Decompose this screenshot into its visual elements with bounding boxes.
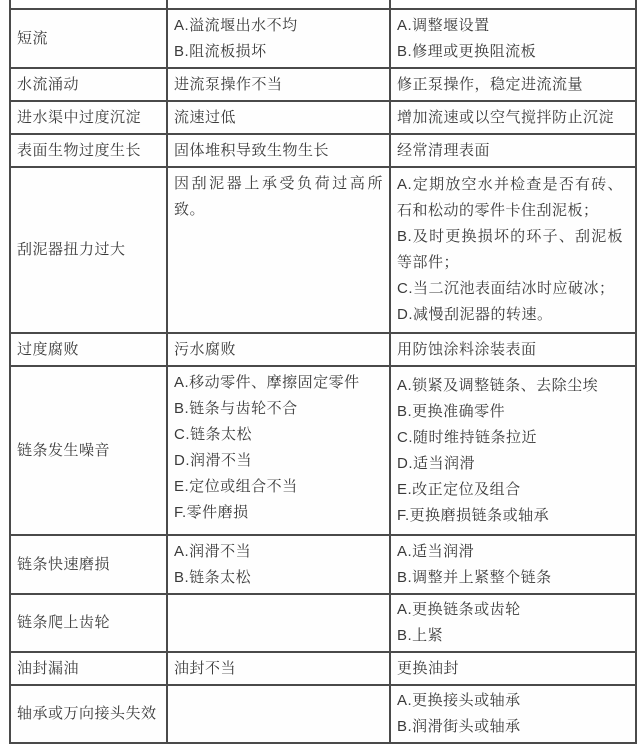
cell-line: B.阻流板损坏 (174, 43, 267, 60)
cell-solution (390, 685, 636, 743)
cell-line: 短流 (17, 29, 49, 47)
cell-line: D.适当润滑 (397, 454, 476, 472)
cell-solution (390, 134, 636, 167)
cell-line: B.更换准确零件 (397, 402, 506, 420)
cell-solution (390, 333, 636, 366)
table-row (10, 535, 636, 594)
cell-line: 固体堆积导致生物生长 (174, 142, 330, 159)
cell-line: B.修理或更换阻流板 (397, 42, 537, 60)
cell-line: 污水腐败 (174, 341, 237, 358)
cell-line: 经常清理表面 (397, 141, 491, 159)
cell-cause (167, 594, 390, 652)
cell-line: A.适当润滑 (397, 542, 475, 560)
cell-line: A.润滑不当 (174, 543, 252, 560)
cell-cause (167, 366, 390, 535)
table-row (10, 333, 636, 366)
cell-line: B.链条太松 (174, 569, 252, 586)
cell-cause (167, 535, 390, 594)
cell-line: 因刮泥器上承受负荷过高所致。 (174, 175, 383, 218)
cell-line: B.上紧 (397, 627, 444, 644)
cell-problem (10, 535, 167, 594)
cell-cause (167, 652, 390, 685)
cell-line: 进水渠中过度沉淀 (17, 108, 142, 126)
cell-line: B.链条与齿轮不合 (174, 400, 298, 417)
cell-line: B.润滑街头或轴承 (397, 718, 521, 735)
cell-problem (10, 594, 167, 652)
cell-line: 油封漏油 (17, 659, 80, 677)
cell-line: A.溢流堰出水不均 (174, 17, 298, 34)
cell-solution (390, 9, 636, 68)
cell-solution (390, 594, 636, 652)
cell-solution (390, 366, 636, 535)
cell-line: A.移动零件、摩擦固定零件 (174, 374, 360, 391)
table-row (10, 101, 636, 134)
cell-problem (10, 685, 167, 743)
cell-line: A.更换链条或齿轮 (397, 601, 521, 618)
cell-line: 水流涌动 (17, 75, 80, 93)
cell-cause (167, 685, 390, 743)
cell-line: C.随时维持链条拉近 (397, 428, 538, 446)
cell-line: F.零件磨损 (174, 504, 249, 521)
cell-problem (10, 652, 167, 685)
cell-cause (167, 333, 390, 366)
cell-solution (390, 0, 636, 9)
cell-line: D.减慢刮泥器的转速。 (397, 306, 553, 323)
cell-line: E.定位或组合不当 (174, 478, 298, 495)
cell-line: 轴承或万向接头失效 (17, 705, 157, 722)
cell-cause (167, 0, 390, 9)
cell-line: C.链条太松 (174, 426, 253, 443)
table-row (10, 9, 636, 68)
cell-cause (167, 9, 390, 68)
table-row (10, 594, 636, 652)
cell-problem (10, 9, 167, 68)
cell-line: 过度腐败 (17, 340, 80, 358)
cell-line: 增加流速或以空气搅拌防止沉淀 (397, 108, 615, 126)
cell-problem (10, 68, 167, 101)
cell-line: 更换油封 (397, 659, 460, 677)
cell-line: C.当二沉池表面结冰时应破冰； (397, 280, 615, 297)
cell-line: A.调整堰设置 (397, 16, 490, 34)
cell-line: A.定期放空水并检查是否有砖、石和松动的零件卡住刮泥板； (397, 176, 623, 219)
cell-line: D.润滑不当 (174, 452, 253, 469)
cell-line: B.调整并上紧整个链条 (397, 568, 552, 586)
table-container (9, 0, 636, 744)
cell-problem (10, 167, 167, 333)
cell-line: A.锁紧及调整链条、去除尘埃 (397, 376, 599, 394)
cell-line: 流速过低 (174, 109, 237, 126)
cell-line: 链条快速磨损 (17, 555, 111, 573)
table-row (10, 685, 636, 743)
cell-line: 链条发生噪音 (17, 441, 111, 459)
table-row (10, 134, 636, 167)
table-row (10, 68, 636, 101)
table-row (10, 366, 636, 535)
table-row (10, 652, 636, 685)
cell-cause (167, 134, 390, 167)
cell-line: F.更换磨损链条或轴承 (397, 506, 550, 524)
cell-line: 用防蚀涂料涂装表面 (397, 340, 537, 358)
table-row (10, 167, 636, 333)
cell-line: 表面生物过度生长 (17, 141, 142, 159)
cell-line: E.改正定位及组合 (397, 480, 521, 498)
cell-solution (390, 535, 636, 594)
table-body (10, 0, 636, 743)
cell-problem (10, 0, 167, 9)
cell-solution (390, 652, 636, 685)
cell-line: A.更换接头或轴承 (397, 692, 521, 709)
cell-problem (10, 134, 167, 167)
cell-problem (10, 333, 167, 366)
cell-solution (390, 101, 636, 134)
cell-line: 进流泵操作不当 (174, 76, 283, 93)
cell-line: 刮泥器扭力过大 (17, 241, 126, 258)
cell-line: 修正泵操作，稳定进流流量 (397, 75, 584, 93)
cell-problem (10, 101, 167, 134)
cropped-partial-row (10, 0, 636, 9)
cell-solution (390, 68, 636, 101)
cell-problem (10, 366, 167, 535)
cell-cause (167, 68, 390, 101)
cell-line: 链条爬上齿轮 (17, 614, 111, 631)
troubleshooting-table (9, 0, 637, 744)
cell-line: 油封不当 (174, 660, 237, 677)
cell-cause (167, 167, 390, 333)
cell-line: B.及时更换损坏的环子、刮泥板等部件； (397, 228, 623, 271)
cell-solution (390, 167, 636, 333)
cell-cause (167, 101, 390, 134)
